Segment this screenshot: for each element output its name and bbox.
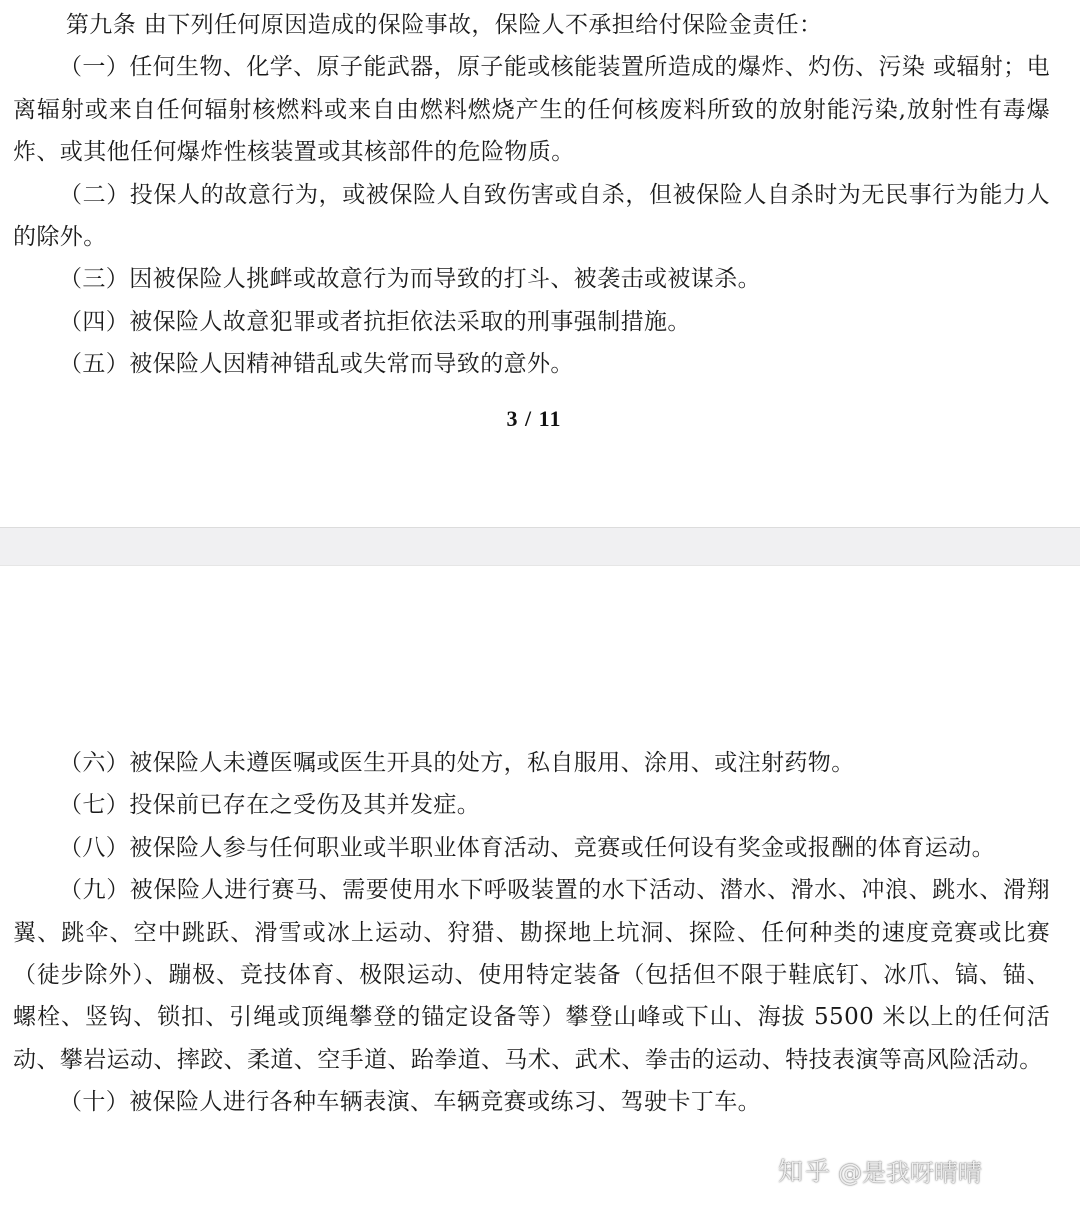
article-heading: 第九条 由下列任何原因造成的保险事故，保险人不承担给付保险金责任： (65, 12, 823, 38)
clause-paragraph: （九）被保险人进行赛马、需要使用水下呼吸装置的水下活动、潜水、滑水、冲浪、跳水、滑翔翼、跳伞、空中跳跃、滑雪或冰上运动、狩猎、勘探地上坑洞、探险、任何种类的速度竞赛或比赛（徒步除外）、蹦极、竞技体育、极限运动、使用特定装备（包括但不限于鞋底钉、冰爪、镐、锚、螺栓、竖钩、锁扣、引绳或顶绳攀登的锚定设备等）攀登山峰或下山、海拔 5500 米以上的任何活动、攀岩运动、摔跤、柔道、空手道、跆拳道、马术、武术、拳击的运动、特技表演等高风险活动。 (13, 877, 1050, 1073)
document-page-3 (0, 0, 1080, 527)
watermark-brand: 知乎 (778, 1157, 833, 1186)
clause-paragraph: （四）被保险人故意犯罪或者抗拒依法采取的刑事强制措施。 (59, 308, 691, 335)
clause-paragraph: （一）任何生物、化学、原子能武器，原子能或核能装置所造成的爆炸、灼伤、污染 或辐射；电离辐射或来自任何辐射核燃料或来自由燃料燃烧产生的任何核废料所致的放射能污染,放射性有毒爆炸、或其他任何爆炸性核装置或其核部件的危险物质。 (13, 54, 1050, 166)
page-body (13, 4, 1050, 386)
page-number: 3 / 11 (506, 406, 562, 431)
page-body (13, 742, 1050, 1124)
page-separator (0, 527, 1080, 566)
clause-paragraph: （十）被保险人进行各种车辆表演、车辆竞赛或练习、驾驶卡丁车。 (59, 1089, 761, 1116)
document-page-4 (0, 566, 1080, 1219)
watermark-handle: @是我呀晴晴 (838, 1158, 983, 1187)
clause-paragraph: （六）被保险人未遵医嘱或医生开具的处方，私自服用、涂用、或注射药物。 (59, 750, 855, 776)
clause-paragraph: （三）因被保险人挑衅或故意行为而导致的打斗、被袭击或被谋杀。 (59, 266, 761, 293)
clause-paragraph: （五）被保险人因精神错乱或失常而导致的意外。 (59, 351, 574, 378)
zhihu-watermark (778, 1152, 982, 1188)
clause-paragraph: （七）投保前已存在之受伤及其并发症。 (59, 792, 481, 819)
clause-paragraph: （二）投保人的故意行为，或被保险人自致伤害或自杀，但被保险人自杀时为无民事行为能力人的除外。 (13, 181, 1050, 251)
clause-paragraph: （八）被保险人参与任何职业或半职业体育活动、竞赛或任何设有奖金或报酬的体育运动。 (59, 834, 995, 861)
